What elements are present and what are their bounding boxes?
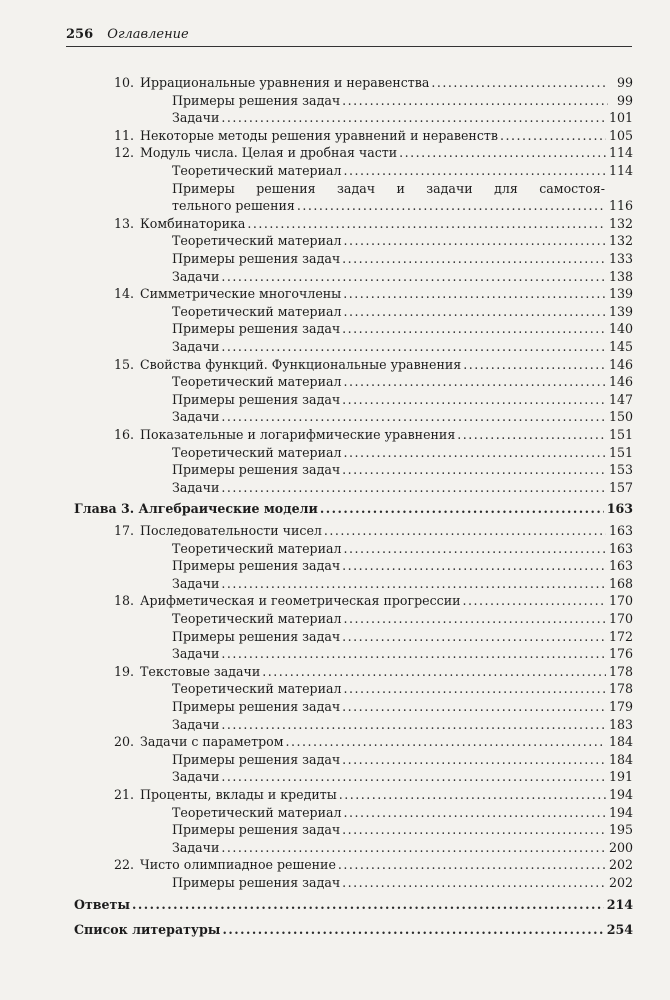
- toc-subentry: [172, 768, 633, 786]
- toc-subentry: [172, 645, 633, 663]
- toc-entry-title: Чисто олимпиадное решение: [140, 857, 336, 873]
- toc-subentry: [172, 461, 633, 479]
- dot-leader: [342, 391, 606, 409]
- toc-subentry: [172, 408, 633, 426]
- dot-leader: [431, 74, 608, 92]
- dot-leader: [221, 768, 606, 786]
- toc-entry-title: Задачи: [172, 339, 220, 354]
- dot-leader: [247, 215, 606, 233]
- toc-entry-page: 151: [608, 427, 633, 442]
- toc-entry-page: 153: [608, 462, 633, 478]
- toc-section: [74, 921, 633, 939]
- toc-entry-page: 178: [608, 681, 633, 697]
- toc-entry-title: Текстовые задачи: [140, 663, 261, 679]
- toc-subentry: [172, 575, 633, 593]
- toc-entry-page: 163: [608, 523, 633, 538]
- dot-leader: [344, 232, 606, 250]
- dot-leader: [344, 444, 606, 462]
- toc-entry-title: Теоретический материал: [172, 681, 342, 697]
- dot-leader: [221, 408, 606, 426]
- toc-subentry: [172, 250, 633, 268]
- toc-entry-page: 178: [608, 663, 633, 679]
- toc-entry-page: 157: [608, 479, 633, 495]
- toc-subentry: [172, 874, 633, 892]
- toc-chapter: [114, 663, 633, 681]
- toc-chapter: [114, 144, 633, 162]
- toc-entry-title: Задачи: [172, 839, 220, 855]
- toc-entry-title: Примеры решения задач: [172, 628, 341, 644]
- toc-subentry: [172, 268, 633, 286]
- dot-leader: [342, 250, 606, 268]
- toc-entry-title: Примеры решения задач: [172, 822, 341, 838]
- toc-entry-number: 14.: [114, 286, 135, 302]
- toc-chapter: [114, 215, 633, 233]
- dot-leader: [338, 856, 606, 874]
- toc-entry-title: Свойства функций. Функциональные уравнения: [140, 356, 462, 372]
- toc-entry-title: Примеры решения задач: [172, 462, 341, 478]
- toc-subentry: [172, 680, 633, 698]
- toc-chapter: [114, 426, 633, 444]
- dot-leader: [342, 320, 606, 338]
- toc-entry-title: Список литературы: [74, 922, 221, 938]
- dot-leader: [221, 575, 606, 593]
- dot-leader: [344, 540, 606, 558]
- toc-subentry: [172, 479, 633, 497]
- running-head: [66, 28, 632, 47]
- toc-entry-page: 194: [608, 787, 633, 802]
- toc-entry-page: 101: [608, 110, 633, 126]
- toc-entry-title: Модуль числа. Целая и дробная части: [140, 145, 398, 161]
- dot-leader: [342, 751, 606, 769]
- toc-entry-title: Глава 3. Алгебраические модели: [74, 501, 318, 517]
- toc-entry-page: 105: [608, 127, 633, 143]
- dot-leader: [221, 338, 606, 356]
- dot-leader: [342, 92, 608, 110]
- toc-entry-title: Задачи с параметром: [140, 734, 284, 750]
- toc-entry-title: Задачи: [172, 769, 220, 785]
- toc-subentry: [172, 162, 633, 180]
- dot-leader: [463, 356, 606, 374]
- toc-entry-page: 194: [608, 804, 633, 820]
- toc-entry-title: Задачи: [172, 646, 220, 662]
- toc-subentry: [172, 444, 633, 462]
- toc-entry-title: Теоретический материал: [172, 163, 342, 178]
- toc-entry-page: 114: [608, 145, 633, 161]
- toc-subentry: [172, 821, 633, 839]
- toc-subentry: [172, 628, 633, 646]
- dot-leader: [344, 804, 606, 822]
- toc-entry-page: 254: [606, 922, 633, 938]
- toc-subentry: [172, 338, 633, 356]
- toc-entry-title: Теоретический материал: [172, 374, 342, 390]
- toc-entry-title: Арифметическая и геометрическая прогрессии: [140, 593, 461, 609]
- toc-entry-page: 116: [608, 198, 633, 214]
- toc-entry-number: 15.: [114, 356, 135, 372]
- dot-leader: [344, 610, 606, 628]
- toc-chapter: [114, 356, 633, 374]
- toc-entry-title: Ответы: [74, 896, 130, 912]
- dot-leader: [221, 716, 606, 734]
- toc-entry-number: 19.: [114, 663, 135, 679]
- toc-entry-title: Теоретический материал: [172, 804, 342, 820]
- toc-entry-page: 172: [608, 628, 633, 644]
- toc-entry-page: 170: [608, 593, 633, 609]
- toc-entry-title: Примеры решения задач: [172, 751, 341, 767]
- toc-entry-page: 179: [608, 699, 633, 714]
- toc-entry-page: 176: [608, 646, 633, 662]
- toc-entry-page: 168: [608, 575, 633, 591]
- toc-chapter: [114, 285, 633, 303]
- toc-entry-page: 140: [608, 321, 633, 337]
- toc-chapter: [114, 592, 633, 610]
- toc-entry-number: 11.: [114, 127, 135, 143]
- dot-leader: [342, 874, 606, 892]
- toc-entry-title: Теоретический материал: [172, 303, 342, 319]
- toc-entry-page: 146: [608, 374, 633, 390]
- toc-entry-page: 163: [606, 501, 633, 517]
- dot-leader: [297, 197, 606, 215]
- toc-entry-title: Задачи: [172, 409, 220, 425]
- toc-entry-title: Симметрические многочлены: [140, 286, 342, 302]
- toc-entry-title: Показательные и логарифмические уравнения: [140, 427, 456, 442]
- toc-subentry: [172, 303, 633, 321]
- toc-entry-title: Примеры решения задач: [172, 875, 341, 890]
- toc-entry-page: 139: [608, 286, 633, 302]
- toc-entry-title: Задачи: [172, 479, 220, 495]
- toc-entry-page: 114: [608, 163, 633, 178]
- toc-subentry: [172, 540, 633, 558]
- dot-leader: [221, 479, 606, 497]
- toc-entry-title: Комбинаторика: [140, 215, 246, 231]
- toc-chapter: [114, 74, 633, 92]
- toc-entry-page: 163: [608, 558, 633, 574]
- dot-leader: [221, 645, 606, 663]
- toc-entry-page: 183: [608, 716, 633, 732]
- toc-subentry: [172, 804, 633, 822]
- toc-entry-number: 16.: [114, 427, 135, 442]
- toc-entry-title: Задачи: [172, 268, 220, 284]
- toc-subentry: [172, 698, 633, 716]
- toc-entry-title-line1: Примеры решения задач и задачи для самостоя-: [172, 180, 605, 196]
- toc-entry-title: Теоретический материал: [172, 611, 342, 626]
- toc-entry-page: 202: [608, 875, 633, 890]
- dot-leader: [343, 285, 606, 303]
- toc-entry-page: 99: [616, 92, 633, 108]
- toc-entry-number: 12.: [114, 145, 135, 161]
- toc-entry-title: тельного решения: [172, 198, 295, 214]
- dot-leader: [457, 426, 606, 444]
- toc-entry-page: 202: [608, 857, 633, 873]
- toc-entry-title: Теоретический материал: [172, 233, 342, 249]
- toc-entry-page: 132: [608, 233, 633, 249]
- dot-leader: [463, 592, 606, 610]
- toc-entry-title: Задачи: [172, 716, 220, 732]
- toc-entry-title: Некоторые методы решения уравнений и неравенств: [140, 127, 498, 143]
- toc-entry-title: Примеры решения задач: [172, 391, 341, 407]
- dot-leader: [342, 628, 606, 646]
- toc-subentry: [172, 197, 633, 215]
- toc-entry-page: 200: [608, 839, 633, 855]
- dot-leader: [132, 896, 604, 914]
- dot-leader: [221, 109, 606, 127]
- running-title: Оглавление: [107, 27, 189, 42]
- toc-subentry: [172, 232, 633, 250]
- toc-entry-number: 18.: [114, 593, 135, 609]
- dot-leader: [222, 921, 603, 939]
- toc-entry-number: 13.: [114, 215, 135, 231]
- toc-entry-title: Задачи: [172, 575, 220, 591]
- toc-chapter: [114, 856, 633, 874]
- toc-entry-page: 99: [616, 75, 633, 90]
- toc-subentry: [172, 839, 633, 857]
- dot-leader: [339, 786, 606, 804]
- toc-subentry: [172, 751, 633, 769]
- dot-leader: [221, 839, 606, 857]
- dot-leader: [344, 303, 606, 321]
- toc-subentry: [172, 320, 633, 338]
- toc-entry-title: Теоретический материал: [172, 540, 342, 556]
- dot-leader: [344, 162, 606, 180]
- dot-leader: [399, 144, 606, 162]
- toc-entry-title: Примеры решения задач: [172, 321, 341, 337]
- toc-entry-page: 146: [608, 356, 633, 372]
- toc-subentry: [172, 391, 633, 409]
- toc-section: [74, 500, 633, 518]
- dot-leader: [342, 461, 606, 479]
- toc-entry-number: 22.: [114, 857, 135, 873]
- dot-leader: [342, 821, 606, 839]
- toc-entry-page: 191: [608, 769, 633, 785]
- toc-entry-page: 151: [608, 444, 633, 460]
- dot-leader: [286, 733, 606, 751]
- dot-leader: [320, 500, 604, 518]
- toc-entry-number: 20.: [114, 734, 135, 750]
- toc-entry-page: 184: [608, 751, 633, 767]
- toc-entry-page: 184: [608, 734, 633, 750]
- toc-entry-title: Задачи: [172, 110, 220, 126]
- dot-leader: [221, 268, 606, 286]
- toc-entry-title: Иррациональные уравнения и неравенства: [140, 75, 430, 90]
- toc-subentry: [172, 373, 633, 391]
- toc-subentry: [172, 610, 633, 628]
- toc-entry-page: 214: [606, 896, 633, 912]
- toc-entry-page: 147: [608, 391, 633, 407]
- toc-entry-page: 163: [608, 540, 633, 556]
- toc-entry-page: 139: [608, 303, 633, 319]
- toc-entry-page: 150: [608, 409, 633, 425]
- toc-subentry: [172, 716, 633, 734]
- dot-leader: [342, 698, 606, 716]
- toc-chapter: [114, 733, 633, 751]
- dot-leader: [344, 373, 606, 391]
- toc-entry-title: Примеры решения задач: [172, 558, 341, 574]
- dot-leader: [262, 663, 606, 681]
- dot-leader: [324, 522, 606, 540]
- toc-section: [74, 896, 633, 914]
- toc-entry-page: 195: [608, 822, 633, 838]
- toc-entry-title: Последовательности чисел: [140, 523, 322, 538]
- toc-entry-title: Проценты, вклады и кредиты: [140, 787, 337, 802]
- toc-entry-title: Теоретический материал: [172, 444, 342, 460]
- toc-entry-number: 21.: [114, 787, 135, 802]
- toc-entry-title: Примеры решения задач: [172, 92, 341, 108]
- toc-entry-page: 133: [608, 251, 633, 266]
- toc-chapter: [114, 786, 633, 804]
- toc-entry-page: 132: [608, 215, 633, 231]
- dot-leader: [342, 557, 606, 575]
- toc-entry-title: Примеры решения задач: [172, 251, 341, 266]
- toc-entry-page: 170: [608, 611, 633, 626]
- toc-entry-number: 10.: [114, 75, 135, 90]
- toc-entry-title: Примеры решения задач: [172, 699, 341, 714]
- toc-entry-number: 17.: [114, 523, 135, 538]
- toc-chapter: [114, 522, 633, 540]
- page-number: 256: [66, 27, 94, 42]
- dot-leader: [500, 127, 606, 145]
- toc-entry-page: 145: [608, 339, 633, 354]
- toc-subentry: [172, 557, 633, 575]
- toc-chapter: [114, 127, 633, 145]
- toc-subentry: [172, 92, 633, 110]
- toc-entry-page: 138: [608, 268, 633, 284]
- toc-subentry: [172, 109, 633, 127]
- dot-leader: [344, 680, 606, 698]
